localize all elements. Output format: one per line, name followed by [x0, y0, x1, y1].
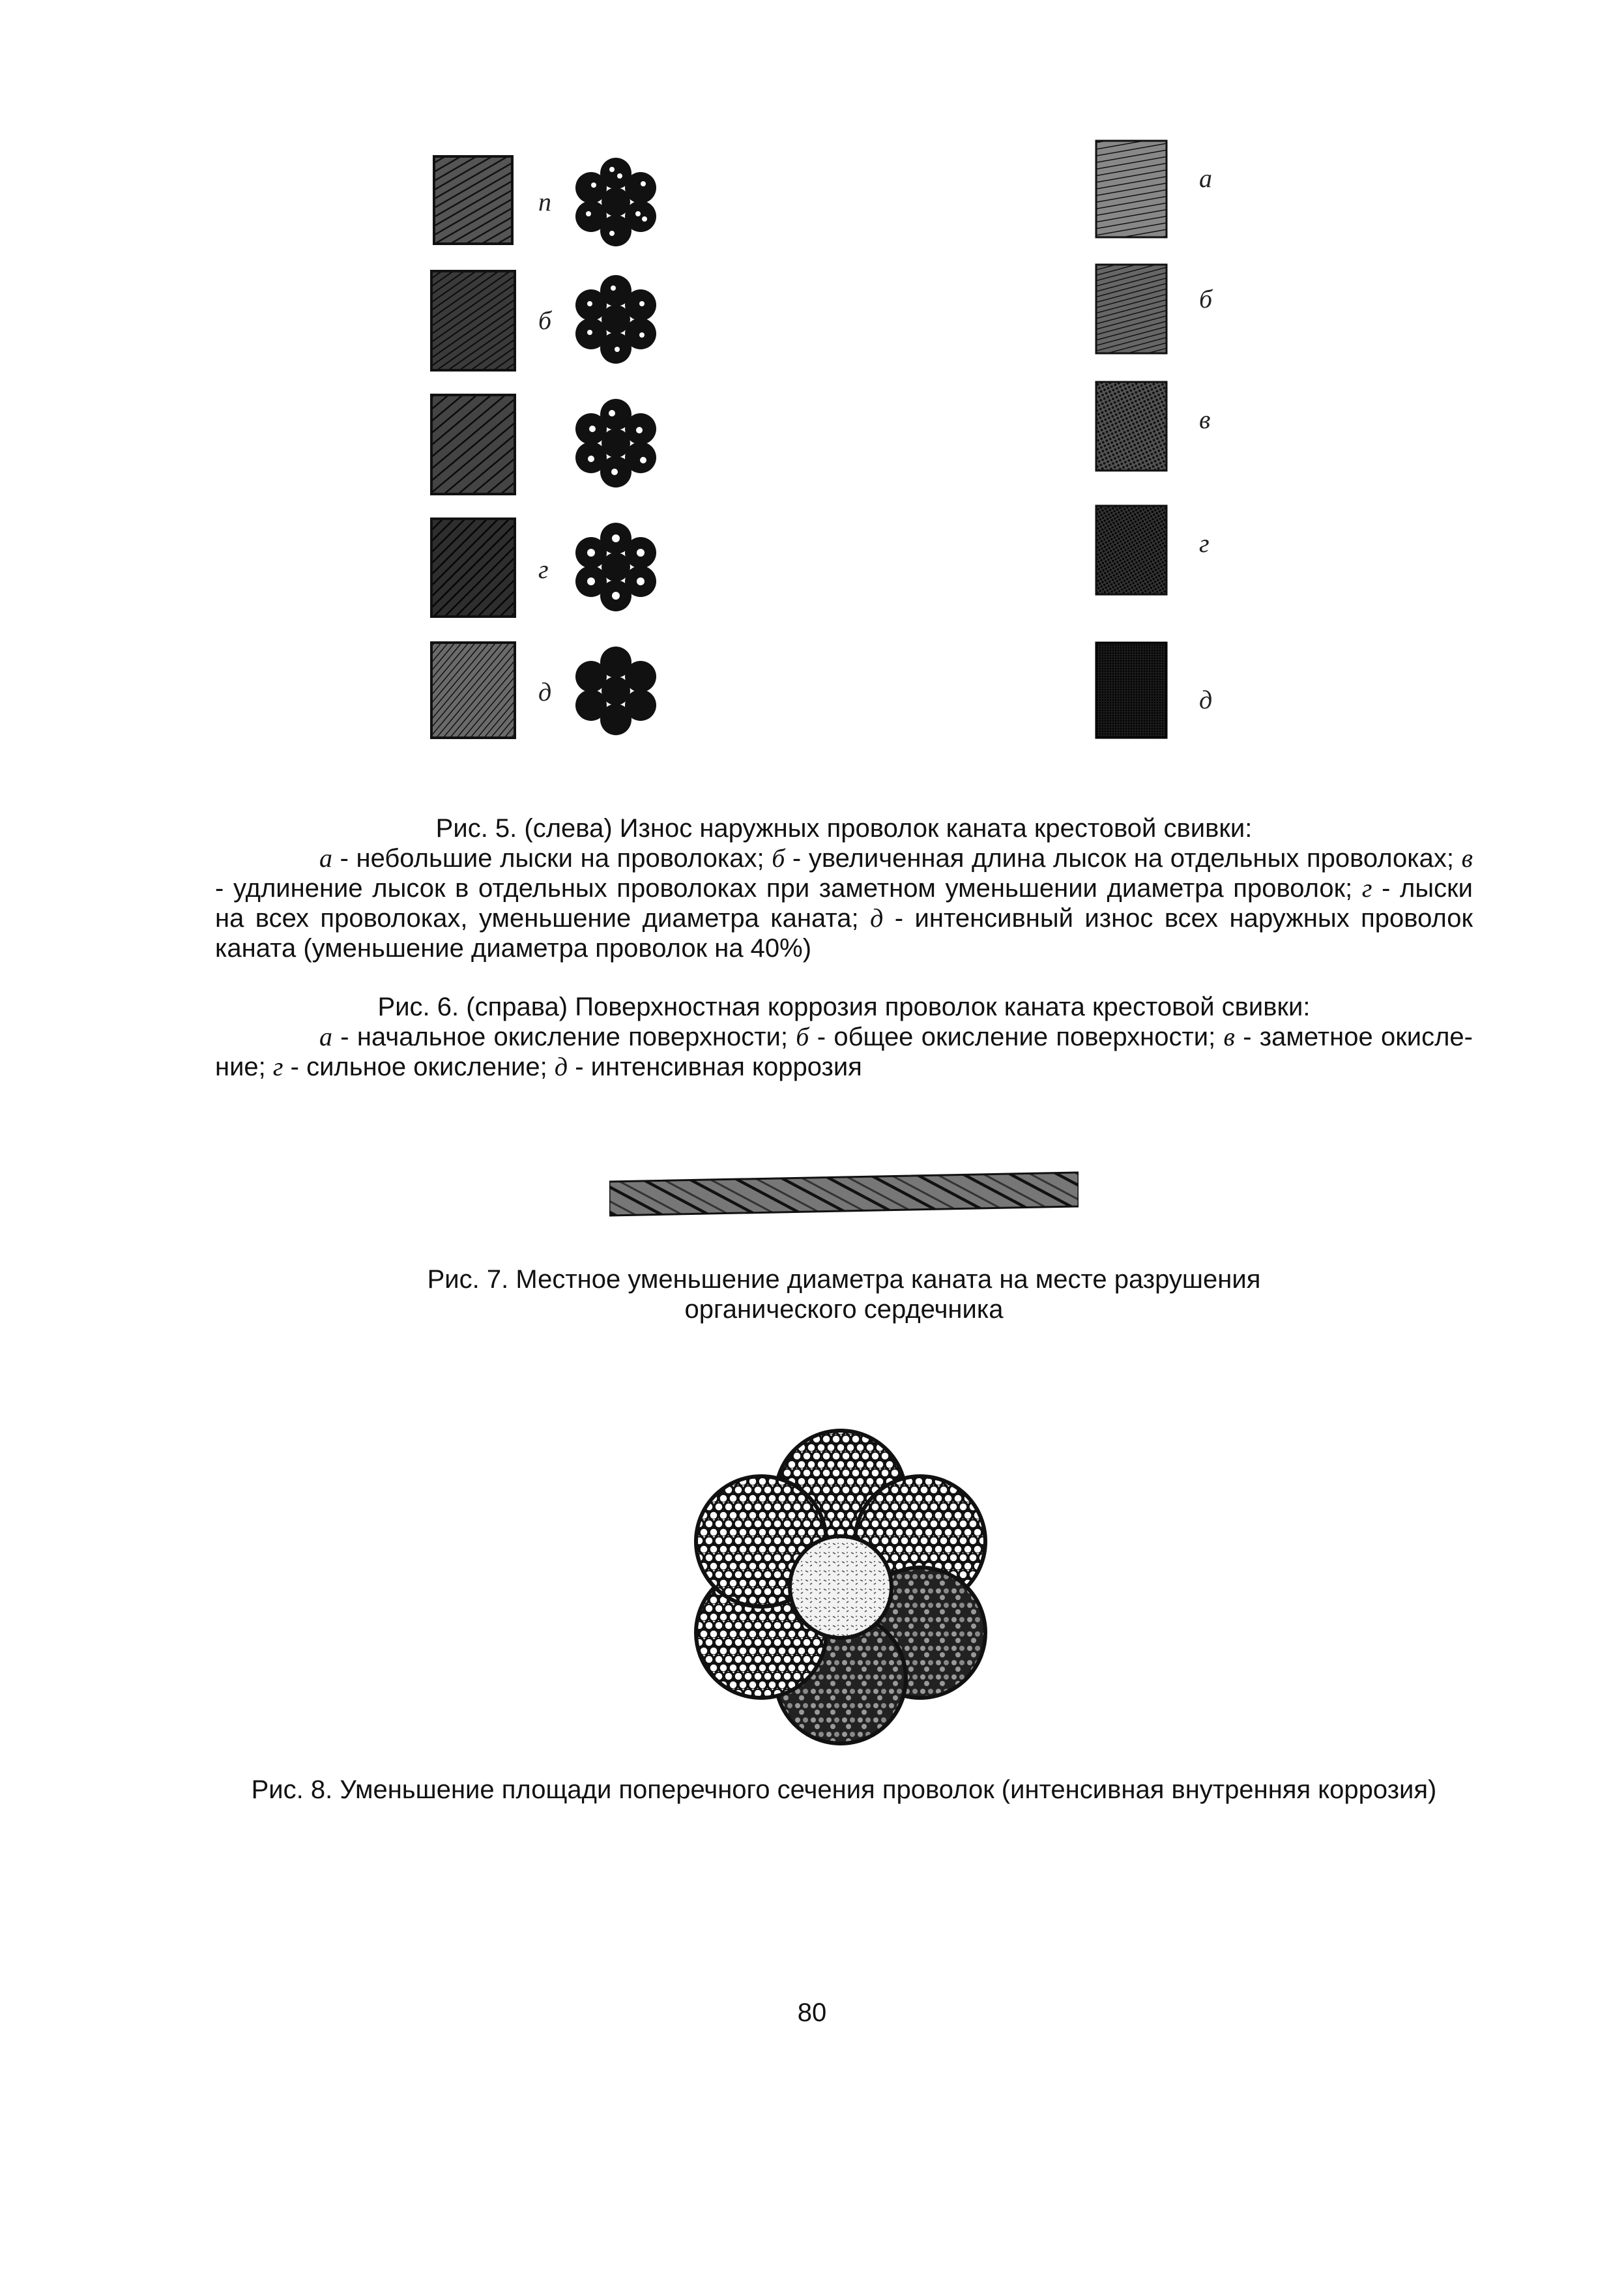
fig8-caption: Рис. 8. Уменьшение площади поперечного сечения проволок (интенсивная внутренняя коррозия): [251, 1775, 1437, 1804]
rope-cross-section-icon: [567, 153, 665, 251]
fig6-item-text: - заметное окисле-ние;: [215, 1023, 1473, 1081]
fig5-item-text: - интенсивный износ всех наружных проволок каната (уменьшение диаметра проволок на 40%): [215, 904, 1473, 963]
fig5-item-letter: а: [319, 843, 332, 873]
fig6-item-text: - сильное окисление;: [283, 1053, 555, 1081]
fig6-caption-body: [215, 1022, 1473, 1082]
rope-segment-image: [424, 515, 521, 622]
fig6-illustrations: [1082, 130, 1277, 756]
fig5-item-letter: б: [772, 843, 785, 873]
fig6-caption-title: Рис. 6. (справа) Поверхностная коррозия проволок каната крестовой свивки:: [377, 993, 1311, 1021]
fig5-row-c: [424, 391, 521, 499]
fig5-item-text: - удлинение лысок в отдельных проволоках при заметном уменьшении диаметра проволок;: [215, 874, 1362, 903]
fig5-letter-e: д: [538, 677, 552, 707]
fig6-item-text: - интенсивная коррозия: [568, 1053, 862, 1081]
fig6-item-letter: д: [554, 1052, 568, 1081]
rope-cross-section-icon: [567, 642, 665, 740]
rope-side-view-image: [609, 1163, 1079, 1229]
fig6-letter-v: в: [1199, 405, 1211, 434]
fig5-item-text: - увеличенная длина лысок на отдельных проволоках;: [785, 844, 1462, 873]
fig6-item-text: - начальное окисление поверхности;: [332, 1023, 796, 1051]
rope-segment-image: [1088, 137, 1173, 241]
rope-segment-image: [1088, 261, 1173, 358]
fig7-caption-line1: Рис. 7. Местное уменьшение диаметра каната на месте разрушения: [427, 1265, 1261, 1294]
fig6-item-letter: б: [796, 1022, 809, 1051]
fig5-caption-body: [215, 843, 1473, 963]
fig5-item-letter: г: [1361, 873, 1372, 903]
rope-segment-image: [1088, 639, 1173, 743]
fig5-letter-b: б: [538, 306, 552, 335]
fig5-item-letter: д: [870, 903, 884, 933]
fig5-letter-g: г: [538, 555, 549, 584]
rope-cross-section-icon: [567, 270, 665, 368]
rope-cross-section-icon: [567, 518, 665, 616]
rope-segment-image: [424, 150, 521, 248]
fig5-item-letter: в: [1461, 843, 1473, 873]
fig5-letter-a: п: [538, 187, 551, 216]
rope-segment-image: [1088, 502, 1173, 600]
fig6-letter-a: а: [1199, 164, 1212, 193]
fig5-row-b: [424, 267, 521, 375]
rope-segment-image: [1088, 378, 1173, 476]
fig5-item-text: - небольшие лыски на проволоках;: [332, 844, 772, 873]
fig5-item-text: - лыски на всех проволоках, уменьшение диаметра каната;: [215, 874, 1473, 933]
fig6-letter-e: д: [1199, 685, 1213, 714]
fig6-item-letter: в: [1223, 1022, 1235, 1051]
rope-segment-image: [424, 639, 521, 743]
fig6-letter-b: б: [1199, 284, 1213, 313]
fig5-row-e: [424, 639, 521, 743]
fig5-row-a: [424, 150, 521, 248]
page-number: 80: [797, 1998, 827, 2027]
fig5-row-d: [424, 515, 521, 622]
fig6-item-letter: а: [319, 1022, 332, 1051]
fig6-item-text: - общее окисление поверхности;: [809, 1023, 1224, 1051]
fig6-item-letter: г: [272, 1052, 283, 1081]
fig6-letter-g: г: [1199, 529, 1210, 558]
fig5-illustrations: [411, 130, 671, 756]
fig7-caption-line2: органического сердечника: [684, 1295, 1004, 1324]
fig5-caption-title: Рис. 5. (слева) Износ наружных проволок каната крестовой свивки:: [435, 814, 1253, 843]
rope-cross-section-icon: [567, 394, 665, 492]
rope-segment-image: [424, 267, 521, 375]
rope-segment-image: [424, 391, 521, 499]
rope-cross-section-image: [671, 1427, 1010, 1747]
